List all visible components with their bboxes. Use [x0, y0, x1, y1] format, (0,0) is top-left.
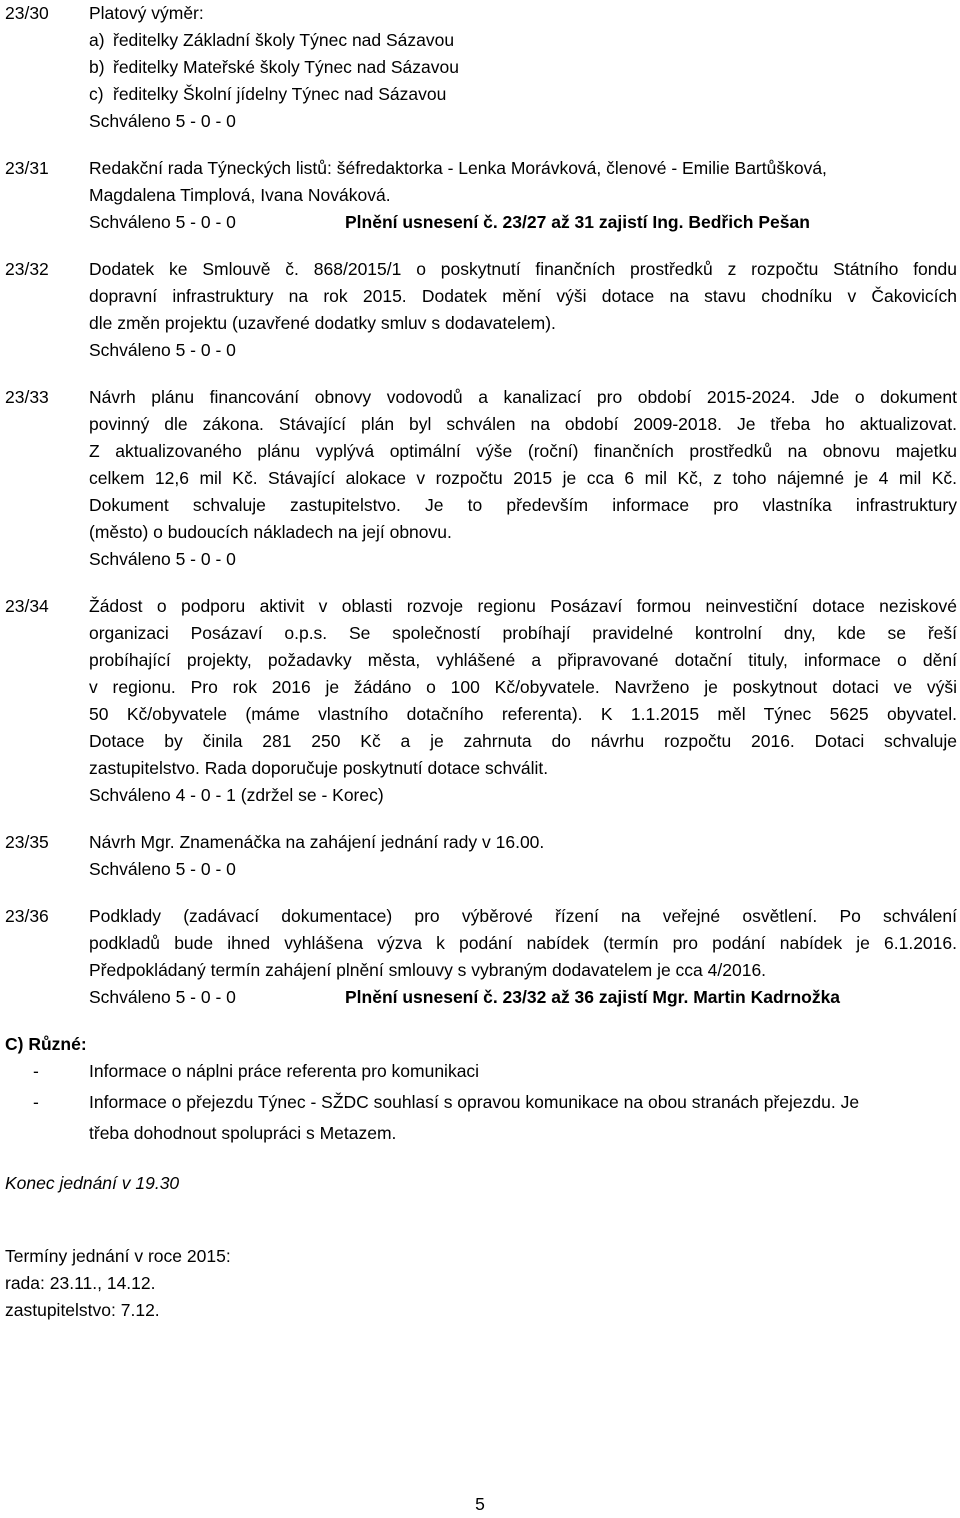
schedule-title: Termíny jednání v roce 2015: — [5, 1246, 231, 1266]
document-page — [5, 0, 957, 1324]
text-line: povinný dle zákona. Stávající plán byl schválen na období 2009-2018. Je třeba ho aktualizovat. — [89, 414, 957, 434]
subitem: b) ředitelky Mateřské školy Týnec nad Sázavou — [89, 57, 459, 77]
text-line: celkem 12,6 mil Kč. Stávající alokace v rozpočtu 2015 je cca 6 mil Kč, z toho nájemné je 4 mil Kč. — [89, 468, 957, 488]
resolution-title: Platový výměr: — [89, 3, 204, 23]
resolution-number: 23/33 — [5, 387, 49, 407]
approval-text: Schváleno 5 - 0 - 0 — [89, 111, 236, 131]
text-line: Předpokládaný termín zahájení plnění smlouvy s vybraným dodavatelem je cca 4/2016. — [89, 960, 767, 980]
meeting-end: Konec jednání v 19.30 — [5, 1173, 180, 1193]
resolution-number: 23/35 — [5, 832, 49, 852]
approval-text: Schváleno 5 - 0 - 0 — [89, 859, 236, 879]
resolution-23-36 — [5, 903, 957, 1011]
resolution-23-35 — [5, 829, 957, 883]
text-line: v regionu. Pro rok 2016 je žádáno o 100 Kč/obyvatele. Navrženo je poskytnout dotaci ve výši — [89, 677, 957, 697]
text-line: Z aktualizovaného plánu vyplývá optimální výše (roční) finančních prostředků na obnovu majetku — [89, 441, 957, 461]
misc-heading: C) Různé: — [5, 1034, 87, 1054]
approval-text: Schváleno 5 - 0 - 0 — [89, 549, 236, 569]
approval-row — [89, 984, 957, 1011]
resolution-number: 23/31 — [5, 158, 49, 178]
text-line: zastupitelstvo. Rada doporučuje poskytnutí dotace schválit. — [89, 758, 549, 778]
resolution-23-31 — [5, 155, 957, 236]
text-line: Redakční rada Týneckých listů: šéfredaktorka - Lenka Morávková, členové - Emilie Bartůšková, — [89, 158, 827, 178]
text-line: Podklady (zadávací dokumentace) pro výběrové řízení na veřejné osvětlení. Po schválení — [89, 906, 957, 926]
text-line: Dodatek ke Smlouvě č. 868/2015/1 o poskytnutí finančních prostředků z rozpočtu Státního fondu — [89, 259, 957, 279]
approval-text: Schváleno 4 - 0 - 1 (zdržel se - Korec) — [89, 785, 384, 805]
text-line: Dokument schvaluje zastupitelstvo. Je to především informace pro vlastníka infrastruktury — [89, 495, 957, 515]
resolution-23-32 — [5, 256, 957, 364]
bullet-text: Informace o náplni práce referenta pro komunikaci — [89, 1061, 480, 1081]
resolution-number: 23/30 — [5, 3, 49, 23]
subitem: c) ředitelky Školní jídelny Týnec nad Sázavou — [89, 84, 447, 104]
text-line: dle změn projektu (uzavřené dodatky smluv s dodavatelem). — [89, 313, 556, 333]
resolution-23-30 — [5, 0, 957, 135]
execution-note: Plnění usnesení č. 23/27 až 31 zajistí Ing. Bedřich Pešan — [345, 212, 810, 232]
approval-row — [89, 209, 957, 236]
approval-text: Schváleno 5 - 0 - 0 — [89, 340, 236, 360]
text-line: (město) o budoucích nákladech na její obnovu. — [89, 522, 452, 542]
approval-text: Schváleno 5 - 0 - 0 — [89, 212, 236, 232]
resolution-number: 23/34 — [5, 596, 49, 616]
misc-bullet: - Informace o přejezdu Týnec - SŽDC souhlasí s opravou komunikace na obou stranách přejezdu. Je třeba dohodnout spolupráci s Metazem. — [5, 1089, 957, 1147]
text-line: podkladů bude ihned vyhlášena výzva k podání nabídek (termín pro podání nabídek je 6.1.2016. — [89, 933, 957, 953]
misc-bullet: - Informace o náplni práce referenta pro komunikaci — [5, 1058, 957, 1085]
resolution-number: 23/32 — [5, 259, 49, 279]
text-line: Žádost o podporu aktivit v oblasti rozvoje regionu Posázaví formou neinvestiční dotace neziskové — [89, 596, 957, 616]
text-line: Dotace by činila 281 250 Kč a je zahrnuta do návrhu rozpočtu 2016. Dotaci schvaluje — [89, 731, 957, 751]
text-line: probíhající projekty, požadavky města, vyhlášené a připravované dotační tituly, informace o dění — [89, 650, 957, 670]
page-number: 5 — [475, 1494, 485, 1514]
bullet-text: třeba dohodnout spolupráci s Metazem. — [89, 1123, 397, 1143]
schedule-council: rada: 23.11., 14.12. — [5, 1273, 156, 1293]
text-line: Návrh Mgr. Znamenáčka na zahájení jednání rady v 16.00. — [89, 832, 545, 852]
subitem: a) ředitelky Základní školy Týnec nad Sázavou — [89, 30, 455, 50]
resolution-number: 23/36 — [5, 906, 49, 926]
schedule-assembly: zastupitelstvo: 7.12. — [5, 1300, 160, 1320]
resolution-23-33 — [5, 384, 957, 573]
text-line: Magdalena Timplová, Ivana Nováková. — [89, 185, 391, 205]
text-line: Návrh plánu financování obnovy vodovodů a kanalizací pro období 2015-2024. Jde o dokument — [89, 387, 957, 407]
text-line: 50 Kč/obyvatele (máme vlastního dotačního referenta). K 1.1.2015 měl Týnec 5625 obyvatel. — [89, 704, 957, 724]
resolution-23-34 — [5, 593, 957, 809]
execution-note: Plnění usnesení č. 23/32 až 36 zajistí Mgr. Martin Kadrnožka — [345, 987, 841, 1007]
text-line: dopravní infrastruktury na rok 2015. Dodatek mění výši dotace na stavu chodníku v Čakovicích — [89, 286, 957, 306]
approval-text: Schváleno 5 - 0 - 0 — [89, 987, 236, 1007]
text-line: organizaci Posázaví o.p.s. Se společností probíhají pravidelné kontrolní dny, kde se řeší — [89, 623, 957, 643]
bullet-text: Informace o přejezdu Týnec - SŽDC souhlasí s opravou komunikace na obou stranách přejezdu. Je — [89, 1092, 860, 1112]
